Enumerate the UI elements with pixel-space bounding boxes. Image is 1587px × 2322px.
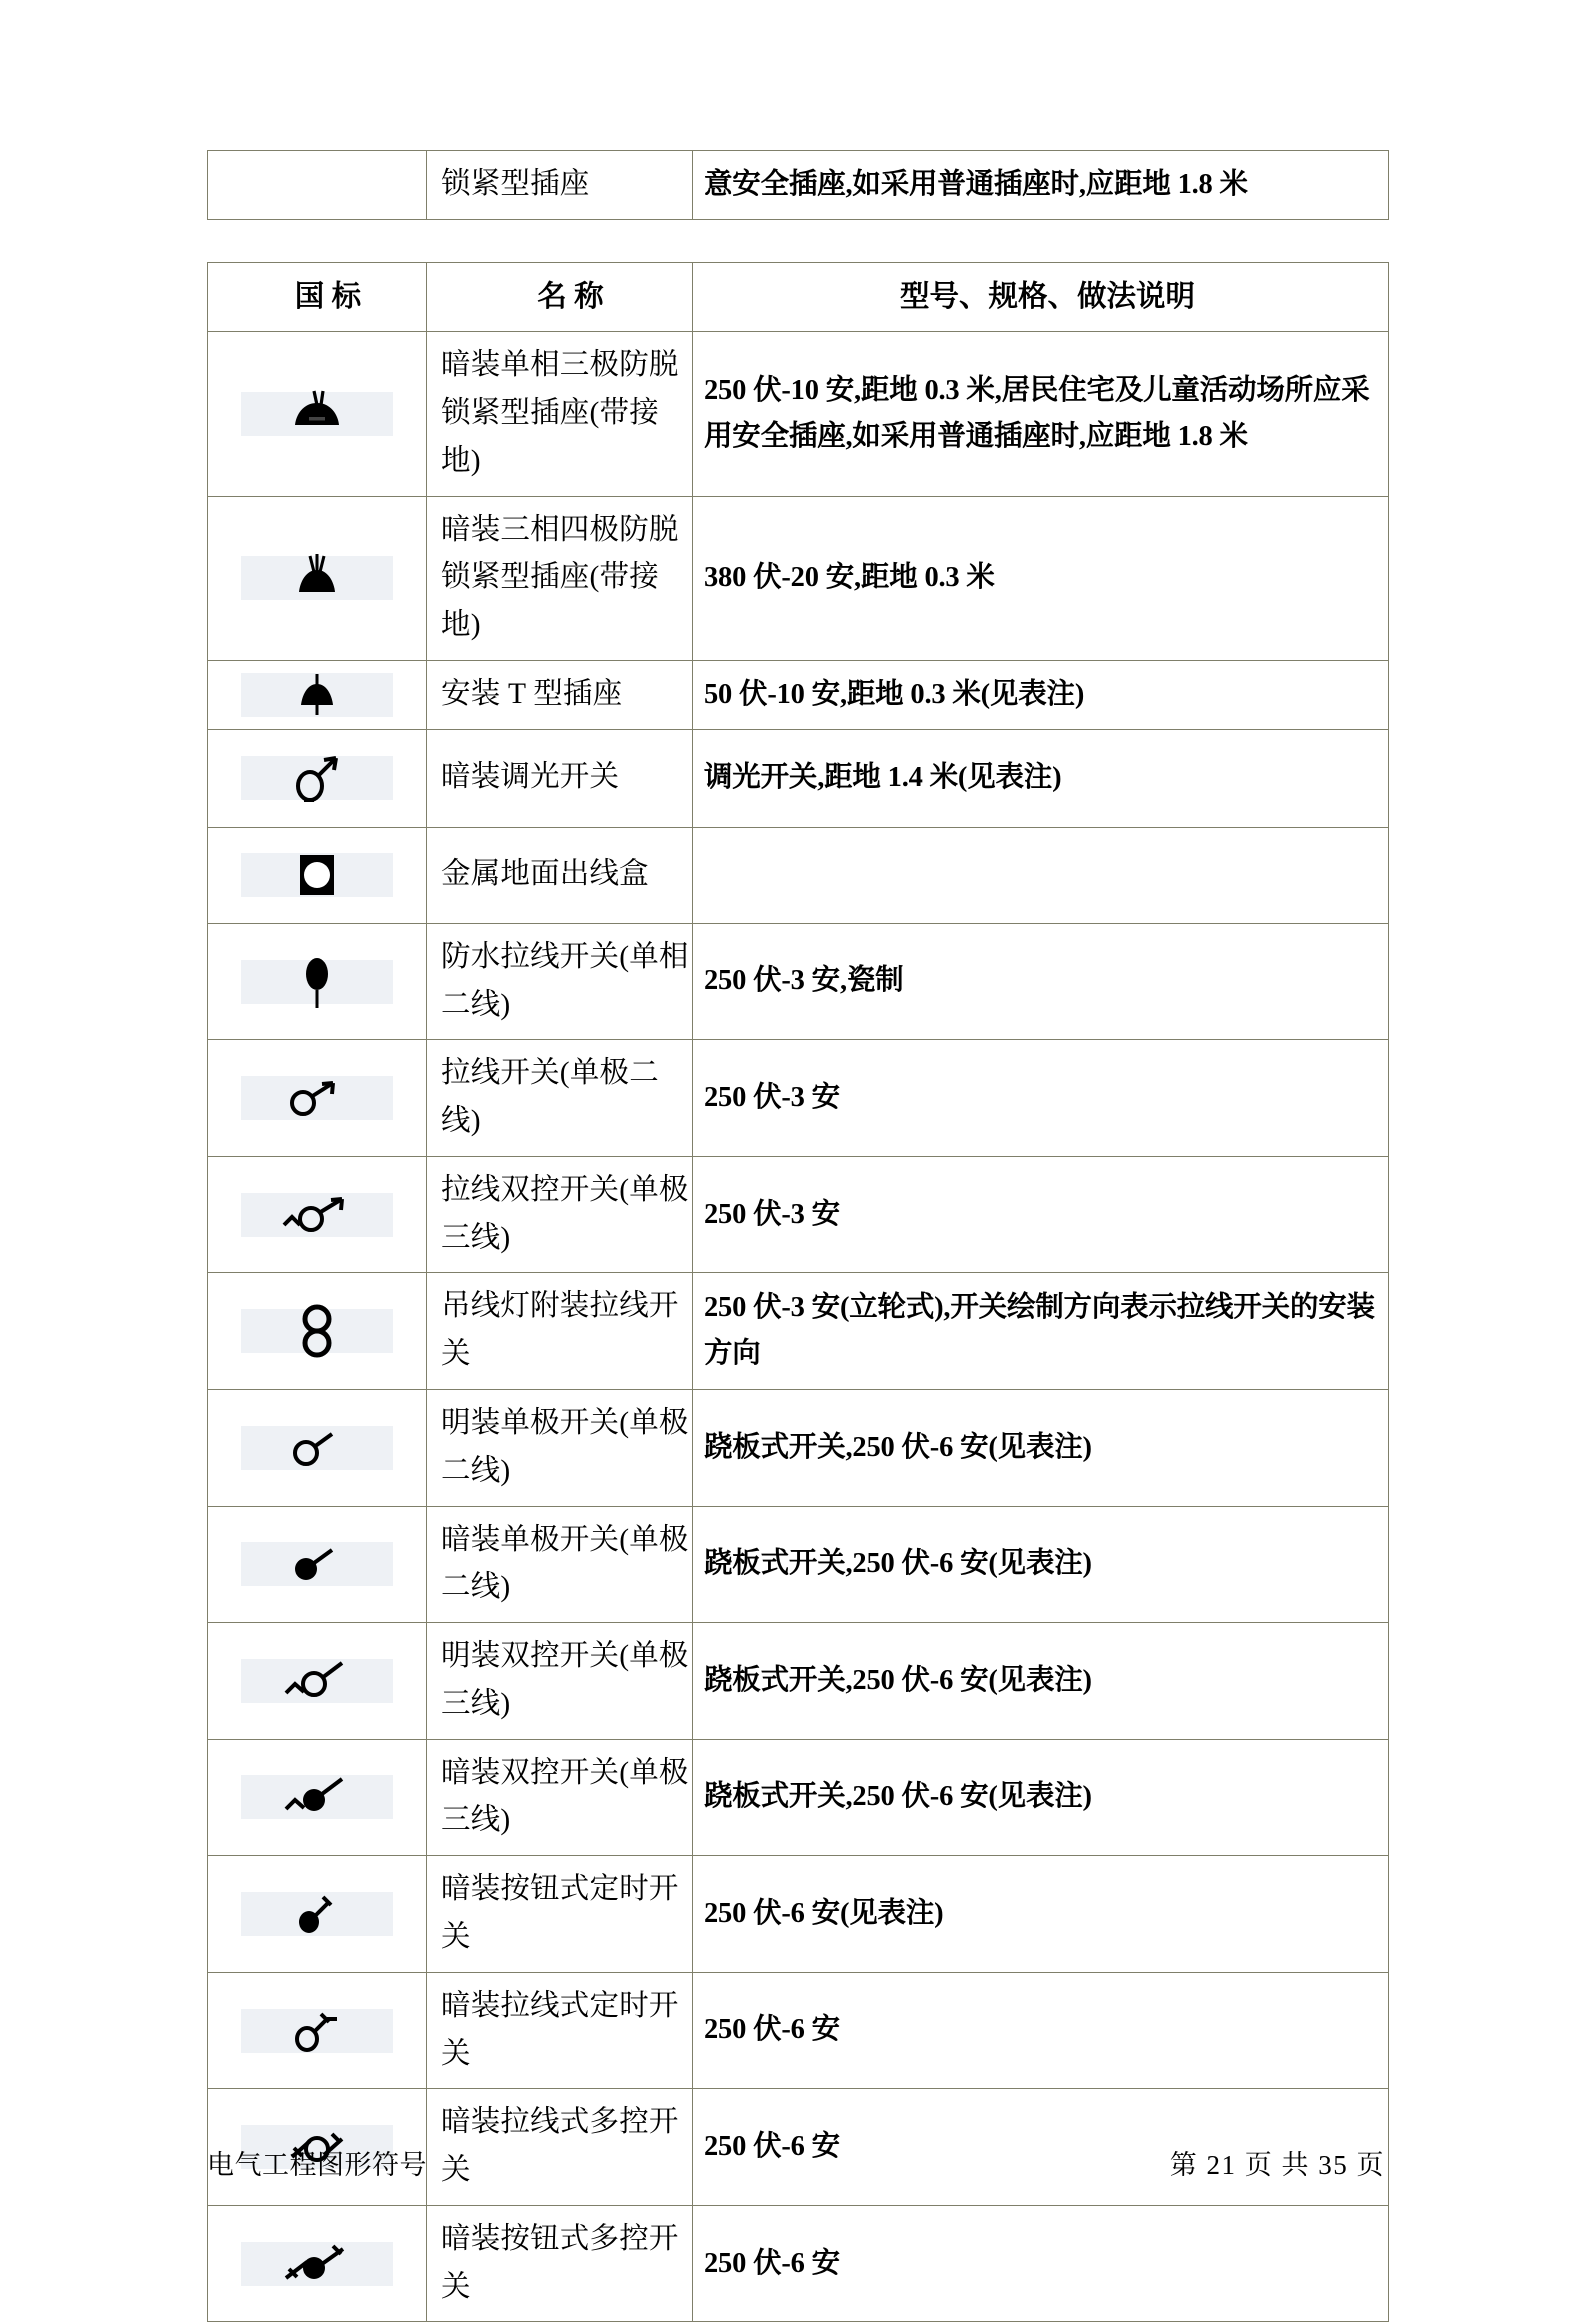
- symbol-name-line: 关: [441, 1338, 471, 1371]
- name-cell: [427, 1856, 693, 1973]
- table-row: [208, 332, 1389, 496]
- header-symbol: [208, 263, 427, 332]
- description-cell: [693, 827, 1389, 923]
- name-cell: [427, 1623, 693, 1740]
- description-cell: [693, 151, 1389, 220]
- description-cell: [693, 496, 1389, 660]
- symbol-cell: [208, 1156, 427, 1273]
- description-line: 跷板式开关,250 伏-6 安(见表注): [704, 1664, 1092, 1696]
- pendant-lamp-pull-switch-icon: [241, 1309, 393, 1353]
- symbol-name-line: 二线): [441, 988, 511, 1021]
- metal-floor-outlet-box-icon: [241, 853, 393, 897]
- flush-dimmer-switch-icon: [241, 756, 393, 800]
- name-cell: [427, 1273, 693, 1390]
- symbol-name-line: 拉线双控开关(单极: [441, 1173, 689, 1206]
- header-name: [427, 263, 693, 332]
- flush-single-pole-switch-icon: [241, 1542, 393, 1586]
- symbol-cell: [208, 151, 427, 220]
- name-cell: [427, 827, 693, 923]
- symbol-name-line: 明装双控开关(单极: [441, 1640, 689, 1673]
- table-row: [208, 1739, 1389, 1856]
- symbol-cell: [208, 1040, 427, 1157]
- name-cell: [427, 729, 693, 827]
- flush-push-button-multi-control-switch-icon: [241, 2242, 393, 2286]
- header-description: [693, 263, 1389, 332]
- name-cell: [427, 1156, 693, 1273]
- symbol-name-line: 金属地面出线盒: [441, 858, 649, 891]
- description-line: 用安全插座,如采用普通插座时,应距地 1.8 米: [704, 420, 1248, 452]
- description-cell: [693, 1156, 1389, 1273]
- page-footer: [207, 2143, 1385, 2182]
- description-cell: [693, 1389, 1389, 1506]
- description-text: 意安全插座,如采用普通插座时,应距地 1.8 米: [704, 168, 1248, 200]
- description-cell: [693, 1273, 1389, 1390]
- symbol-name-line: 暗装按钮式多控开: [441, 2222, 679, 2255]
- symbol-name-line: 明装单极开关(单极: [441, 1406, 689, 1439]
- description-line: 250 伏-3 安,瓷制: [704, 965, 904, 997]
- description-line: 250 伏-6 安: [704, 2247, 840, 2279]
- description-line: 50 伏-10 安,距地 0.3 米(见表注): [704, 678, 1085, 710]
- description-line: 方向: [704, 1338, 761, 1370]
- symbol-cell: [208, 827, 427, 923]
- flush-three-phase-four-pole-locking-socket-icon: [241, 556, 393, 600]
- symbol-cell: [208, 496, 427, 660]
- symbol-cell: [208, 1389, 427, 1506]
- t-type-socket-icon: [241, 673, 393, 717]
- footer-title: 电气工程图形符号: [207, 2150, 427, 2180]
- flush-two-way-switch-icon: [241, 1775, 393, 1819]
- symbol-cell: [208, 923, 427, 1040]
- name-cell: [427, 1972, 693, 2089]
- table-row: [208, 1389, 1389, 1506]
- symbol-name-line: 暗装拉线式定时开: [441, 1989, 679, 2022]
- table-row: [208, 2205, 1389, 2322]
- description-cell: [693, 2205, 1389, 2322]
- description-cell: [693, 1739, 1389, 1856]
- name-cell: [427, 1506, 693, 1623]
- description-cell: [693, 1972, 1389, 2089]
- symbol-name-line: 安装 T 型插座: [441, 677, 623, 710]
- description-line: 跷板式开关,250 伏-6 安(见表注): [704, 1781, 1092, 1813]
- table-row: [208, 1972, 1389, 2089]
- name-cell: [427, 1739, 693, 1856]
- table-row: [208, 1040, 1389, 1157]
- symbol-name-line: 关: [441, 1921, 471, 1953]
- description-line: 250 伏-3 安: [704, 1081, 840, 1113]
- symbol-name-line: 暗装按钮式定时开: [441, 1873, 679, 1906]
- flush-pull-cord-timer-switch-icon: [241, 2009, 393, 2053]
- surface-single-pole-switch-icon: [241, 1426, 393, 1470]
- description-line: 380 伏-20 安,距地 0.3 米: [704, 562, 995, 594]
- description-cell: [693, 923, 1389, 1040]
- symbol-name-line: 暗装单相三极防脱: [441, 349, 679, 382]
- flush-single-phase-three-pole-locking-socket-icon: [241, 392, 393, 436]
- symbol-name-line: 锁紧型插座(带接地): [441, 397, 659, 477]
- symbol-cell: [208, 1739, 427, 1856]
- symbol-name-line: 关: [441, 2154, 471, 2187]
- pull-switch-single-pole-icon: [241, 1076, 393, 1120]
- name-cell: [427, 923, 693, 1040]
- symbols-table: [207, 262, 1389, 2322]
- header-description-label: 型号、规格、做法说明: [899, 281, 1195, 313]
- table-row: [208, 1273, 1389, 1390]
- description-cell: [693, 1856, 1389, 1973]
- symbol-name-line: 关: [441, 2270, 471, 2303]
- header-name-label: 名 称: [537, 281, 604, 313]
- symbol-name-line: 暗装拉线式多控开: [441, 2106, 679, 2139]
- table-row: [208, 1506, 1389, 1623]
- table-row: [208, 151, 1389, 220]
- symbol-name-line: 关: [441, 2037, 471, 2070]
- description-cell: [693, 332, 1389, 496]
- description-line: 250 伏-3 安: [704, 1198, 840, 1230]
- table-row: [208, 729, 1389, 827]
- description-cell: [693, 660, 1389, 729]
- description-line: 250 伏-3 安(立轮式),开关绘制方向表示拉线开关的安装: [704, 1292, 1375, 1324]
- table-row: [208, 1156, 1389, 1273]
- table-row: [208, 923, 1389, 1040]
- symbol-name-line: 暗装双控开关(单极: [441, 1756, 689, 1789]
- header-symbol-label: 国 标: [294, 281, 362, 313]
- surface-two-way-switch-icon: [241, 1659, 393, 1703]
- symbol-cell: [208, 660, 427, 729]
- symbol-name-line: 暗装调光开关: [441, 761, 620, 794]
- symbol-name-line: 三线): [441, 1804, 511, 1837]
- symbol-name-line: 暗装三相四极防脱: [441, 513, 679, 546]
- symbol-cell: [208, 729, 427, 827]
- name-cell: [427, 496, 693, 660]
- symbol-name-line: 暗装单极开关(单极: [441, 1523, 689, 1556]
- description-line: 调光开关,距地 1.4 米(见表注): [704, 762, 1062, 794]
- symbol-cell: [208, 1273, 427, 1390]
- continuation-table: [207, 150, 1389, 220]
- symbol-name-line: 三线): [441, 1687, 511, 1720]
- symbol-cell: [208, 1506, 427, 1623]
- table-header-row: [208, 263, 1389, 332]
- name-cell: [427, 332, 693, 496]
- symbol-name-line: 吊线灯附装拉线开: [441, 1290, 679, 1323]
- symbol-name-line: 拉线开关(单极二线): [441, 1057, 659, 1138]
- description-line: 跷板式开关,250 伏-6 安(见表注): [704, 1548, 1092, 1580]
- description-line: 250 伏-6 安: [704, 2131, 840, 2163]
- symbol-cell: [208, 1623, 427, 1740]
- symbol-cell: [208, 1972, 427, 2089]
- description-line: 250 伏-6 安: [704, 2014, 840, 2046]
- symbol-name-line: 防水拉线开关(单相: [441, 940, 689, 973]
- symbol-name-line: 二线): [441, 1454, 511, 1487]
- description-line: 250 伏-10 安,距地 0.3 米,居民住宅及儿童活动场所应采: [704, 374, 1370, 406]
- description-cell: [693, 729, 1389, 827]
- flush-push-button-timer-switch-icon: [241, 1892, 393, 1936]
- name-cell: [427, 1389, 693, 1506]
- symbol-name-line: 三线): [441, 1221, 511, 1254]
- pull-two-way-switch-icon: [241, 1193, 393, 1237]
- symbol-cell: [208, 332, 427, 496]
- description-line: 250 伏-6 安(见表注): [704, 1897, 944, 1929]
- description-cell: [693, 1506, 1389, 1623]
- symbol-cell: [208, 1856, 427, 1973]
- symbol-name-line: 锁紧型插座(带接地): [441, 561, 659, 642]
- table-row: [208, 496, 1389, 660]
- footer-page-number: 第 21 页 共 35 页: [1169, 2150, 1385, 2180]
- table-row: [208, 660, 1389, 729]
- description-cell: [693, 1623, 1389, 1740]
- table-row: [208, 1623, 1389, 1740]
- waterproof-pull-switch-icon: [241, 960, 393, 1004]
- symbol-name-line: 二线): [441, 1571, 511, 1604]
- name-cell: [427, 151, 693, 220]
- symbol-name-text: 锁紧型插座: [441, 168, 590, 201]
- name-cell: [427, 2205, 693, 2322]
- name-cell: [427, 660, 693, 729]
- description-line: 跷板式开关,250 伏-6 安(见表注): [704, 1431, 1092, 1463]
- description-cell: [693, 1040, 1389, 1157]
- name-cell: [427, 1040, 693, 1157]
- symbol-cell: [208, 2205, 427, 2322]
- table-row: [208, 827, 1389, 923]
- table-row: [208, 1856, 1389, 1973]
